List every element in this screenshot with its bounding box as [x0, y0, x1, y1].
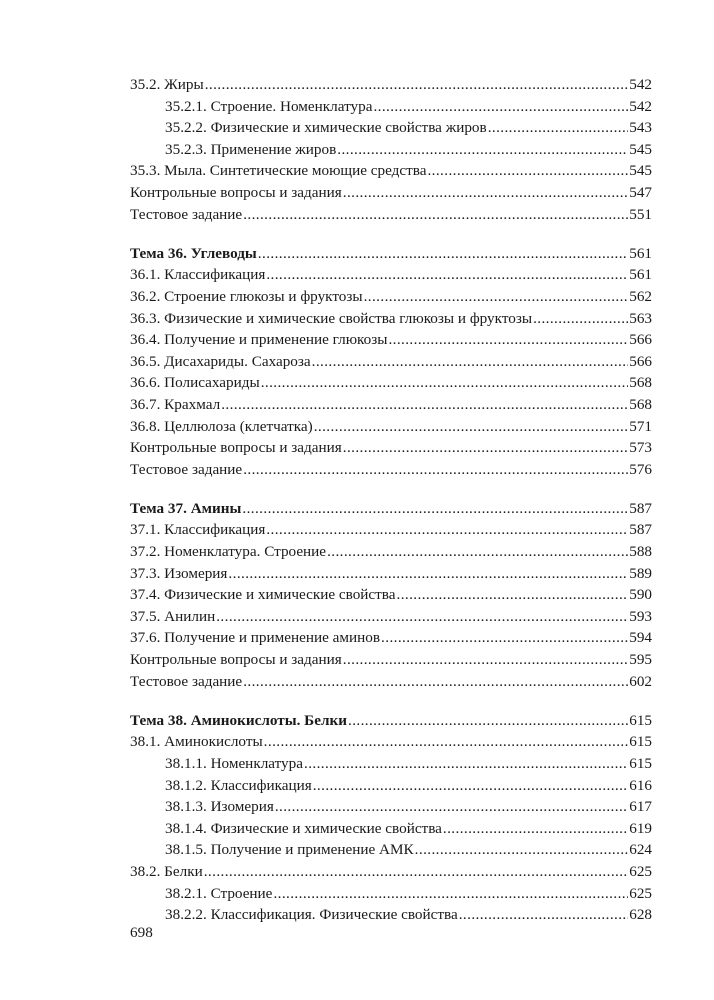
toc-entry-page: 566 [629, 331, 652, 349]
toc-entry-title: 36.6. Полисахариды [130, 374, 260, 392]
dot-leader [243, 671, 628, 693]
table-of-contents [130, 74, 652, 926]
toc-entry [130, 904, 652, 926]
toc-entry-page: 615 [629, 733, 652, 751]
dot-leader [364, 286, 629, 308]
toc-entry [130, 204, 652, 226]
toc-entry-page: 589 [629, 564, 652, 582]
toc-entry-title: 36.3. Физические и химические свойства глюкозы и фруктозы [130, 309, 533, 327]
toc-entry-title: 37.1. Классификация [130, 521, 266, 539]
dot-leader [427, 160, 628, 182]
dot-leader [228, 563, 628, 585]
dot-leader [266, 264, 628, 286]
dot-leader [312, 351, 629, 373]
section-gap [130, 480, 652, 498]
toc-entry [130, 519, 652, 541]
toc-entry [130, 818, 652, 840]
toc-entry-page: 543 [629, 119, 652, 137]
toc-entry-page: 571 [629, 417, 652, 435]
toc-entry [130, 459, 652, 481]
toc-entry-page: 595 [629, 651, 652, 669]
toc-entry-page: 545 [629, 140, 652, 158]
toc-entry-title: 37.2. Номенклатура. Строение [130, 543, 327, 561]
toc-entry [130, 606, 652, 628]
toc-entry [130, 839, 652, 861]
toc-entry [130, 731, 652, 753]
toc-entry-title: 37.3. Изомерия [130, 564, 228, 582]
toc-entry-page: 542 [629, 97, 652, 115]
toc-entry [130, 394, 652, 416]
toc-entry-page: 551 [629, 205, 652, 223]
toc-entry [130, 372, 652, 394]
toc-entry-title: 38.2.2. Классификация. Физические свойства [165, 906, 458, 924]
toc-entry [130, 117, 652, 139]
toc-entry [130, 584, 652, 606]
dot-leader [443, 818, 628, 840]
dot-leader [533, 308, 628, 330]
dot-leader [381, 627, 628, 649]
dot-leader [261, 372, 629, 394]
toc-entry-title: 38.1.1. Номенклатура [165, 755, 303, 772]
toc-entry-page: 628 [629, 906, 652, 924]
dot-leader [343, 649, 628, 671]
dot-leader [204, 861, 628, 883]
toc-entry [130, 286, 652, 308]
dot-leader [243, 459, 628, 481]
toc-entry-page: 587 [629, 499, 652, 517]
toc-entry [130, 74, 652, 96]
toc-entry-page: 542 [629, 76, 652, 93]
toc-topic-heading [130, 498, 652, 520]
dot-leader [221, 394, 628, 416]
toc-entry-title: 35.2.3. Применение жиров [165, 140, 337, 158]
toc-entry-page: 588 [629, 543, 652, 561]
toc-entry-title: Контрольные вопросы и задания [130, 439, 342, 457]
toc-entry [130, 796, 652, 818]
dot-leader [343, 437, 628, 459]
toc-entry-page: 619 [629, 819, 652, 837]
toc-entry-title: 37.4. Физические и химические свойства [130, 586, 396, 604]
section-gap [130, 692, 652, 710]
toc-entry-page: 562 [629, 287, 652, 305]
toc-entry [130, 264, 652, 286]
toc-entry [130, 416, 652, 438]
dot-leader [242, 498, 628, 520]
toc-entry [130, 182, 652, 204]
toc-entry [130, 351, 652, 373]
toc-topic-heading [130, 243, 652, 265]
toc-entry-title: 37.6. Получение и применение аминов [130, 629, 381, 647]
toc-entry-page: 617 [629, 798, 652, 816]
dot-leader [273, 883, 628, 905]
toc-entry-page: 594 [629, 629, 652, 647]
toc-entry-title: Тестовое задание [130, 460, 243, 478]
dot-leader [388, 329, 628, 351]
toc-entry [130, 627, 652, 649]
toc-topic-heading [130, 710, 652, 732]
toc-entry-page: 573 [629, 439, 652, 457]
toc-entry-page: 625 [629, 862, 652, 880]
toc-entry-title: 38.2. Белки [130, 862, 203, 880]
toc-entry-title: 35.2.1. Строение. Номенклатура [165, 97, 373, 115]
toc-entry [130, 649, 652, 671]
dot-leader [488, 117, 629, 139]
toc-entry-page: 593 [629, 607, 652, 625]
dot-leader [327, 541, 628, 563]
toc-entry-title: Тема 38. Аминокислоты. Белки [130, 711, 347, 729]
toc-entry [130, 775, 652, 797]
toc-entry [130, 563, 652, 585]
toc-entry-title: 36.5. Дисахариды. Сахароза [130, 352, 311, 370]
dot-leader [313, 775, 628, 797]
toc-entry-title: 38.1.5. Получение и применение АМК [165, 841, 414, 859]
toc-entry-title: 38.1. Аминокислоты [130, 733, 263, 751]
toc-entry-page: 561 [629, 244, 652, 262]
toc-entry [130, 671, 652, 693]
toc-entry [130, 437, 652, 459]
dot-leader [264, 731, 629, 753]
toc-entry-title: Тема 37. Амины [130, 499, 242, 517]
toc-entry-title: Тестовое задание [130, 672, 243, 690]
dot-leader [415, 839, 629, 861]
dot-leader [373, 96, 628, 118]
toc-entry-page: 547 [629, 183, 652, 201]
dot-leader [459, 904, 628, 926]
toc-entry [130, 541, 652, 563]
toc-entry-page: 590 [629, 586, 652, 604]
toc-entry-page: 563 [629, 309, 652, 327]
toc-entry-title: 38.1.2. Классификация [165, 776, 312, 794]
toc-entry-page: 566 [629, 352, 652, 370]
toc-entry-title: 36.4. Получение и применение глюкозы [130, 331, 388, 349]
dot-leader [266, 519, 628, 541]
toc-entry [130, 96, 652, 118]
toc-entry-page: 615 [629, 755, 652, 772]
toc-entry [130, 861, 652, 883]
toc-entry-title: 36.2. Строение глюкозы и фруктозы [130, 287, 363, 305]
toc-entry [130, 160, 652, 182]
toc-entry-title: Тема 36. Углеводы [130, 244, 257, 262]
toc-entry-title: 38.2.1. Строение [165, 884, 273, 902]
dot-leader [243, 204, 628, 226]
toc-entry-page: 587 [629, 521, 652, 539]
toc-entry-page: 561 [629, 266, 652, 284]
toc-entry-title: 36.7. Крахмал [130, 395, 221, 413]
toc-entry [130, 329, 652, 351]
toc-entry-title: 35.3. Мыла. Синтетические моющие средства [130, 162, 427, 180]
toc-entry-title: 36.8. Целлюлоза (клетчатка) [130, 417, 313, 435]
dot-leader [397, 584, 629, 606]
page-number: 698 [130, 924, 153, 941]
toc-entry [130, 753, 652, 775]
toc-entry-page: 625 [629, 884, 652, 902]
toc-entry-title: 35.2.2. Физические и химические свойства жиров [165, 119, 487, 137]
toc-entry-title: 38.1.3. Изомерия [165, 798, 274, 816]
toc-entry-page: 602 [629, 672, 652, 690]
toc-entry-page: 568 [629, 395, 652, 413]
toc-entry [130, 308, 652, 330]
toc-entry-title: 35.2. Жиры [130, 76, 204, 93]
toc-entry-page: 616 [629, 776, 652, 794]
toc-entry-page: 568 [629, 374, 652, 392]
dot-leader [304, 753, 628, 775]
toc-entry-title: Контрольные вопросы и задания [130, 183, 342, 201]
dot-leader [348, 710, 628, 732]
dot-leader [314, 416, 629, 438]
toc-entry-page: 615 [629, 711, 652, 729]
toc-entry-title: 37.5. Анилин [130, 607, 216, 625]
toc-entry [130, 139, 652, 161]
toc-entry-title: 36.1. Классификация [130, 266, 266, 284]
dot-leader [337, 139, 628, 161]
dot-leader [216, 606, 628, 628]
toc-entry-title: 38.1.4. Физические и химические свойства [165, 819, 442, 837]
dot-leader [205, 74, 629, 96]
section-gap [130, 225, 652, 243]
dot-leader [343, 182, 628, 204]
toc-entry-page: 545 [629, 162, 652, 180]
toc-entry [130, 883, 652, 905]
toc-entry-title: Контрольные вопросы и задания [130, 651, 342, 669]
toc-entry-title: Тестовое задание [130, 205, 243, 223]
toc-entry-page: 624 [629, 841, 652, 859]
toc-entry-page: 576 [629, 460, 652, 478]
dot-leader [258, 243, 628, 265]
dot-leader [275, 796, 628, 818]
